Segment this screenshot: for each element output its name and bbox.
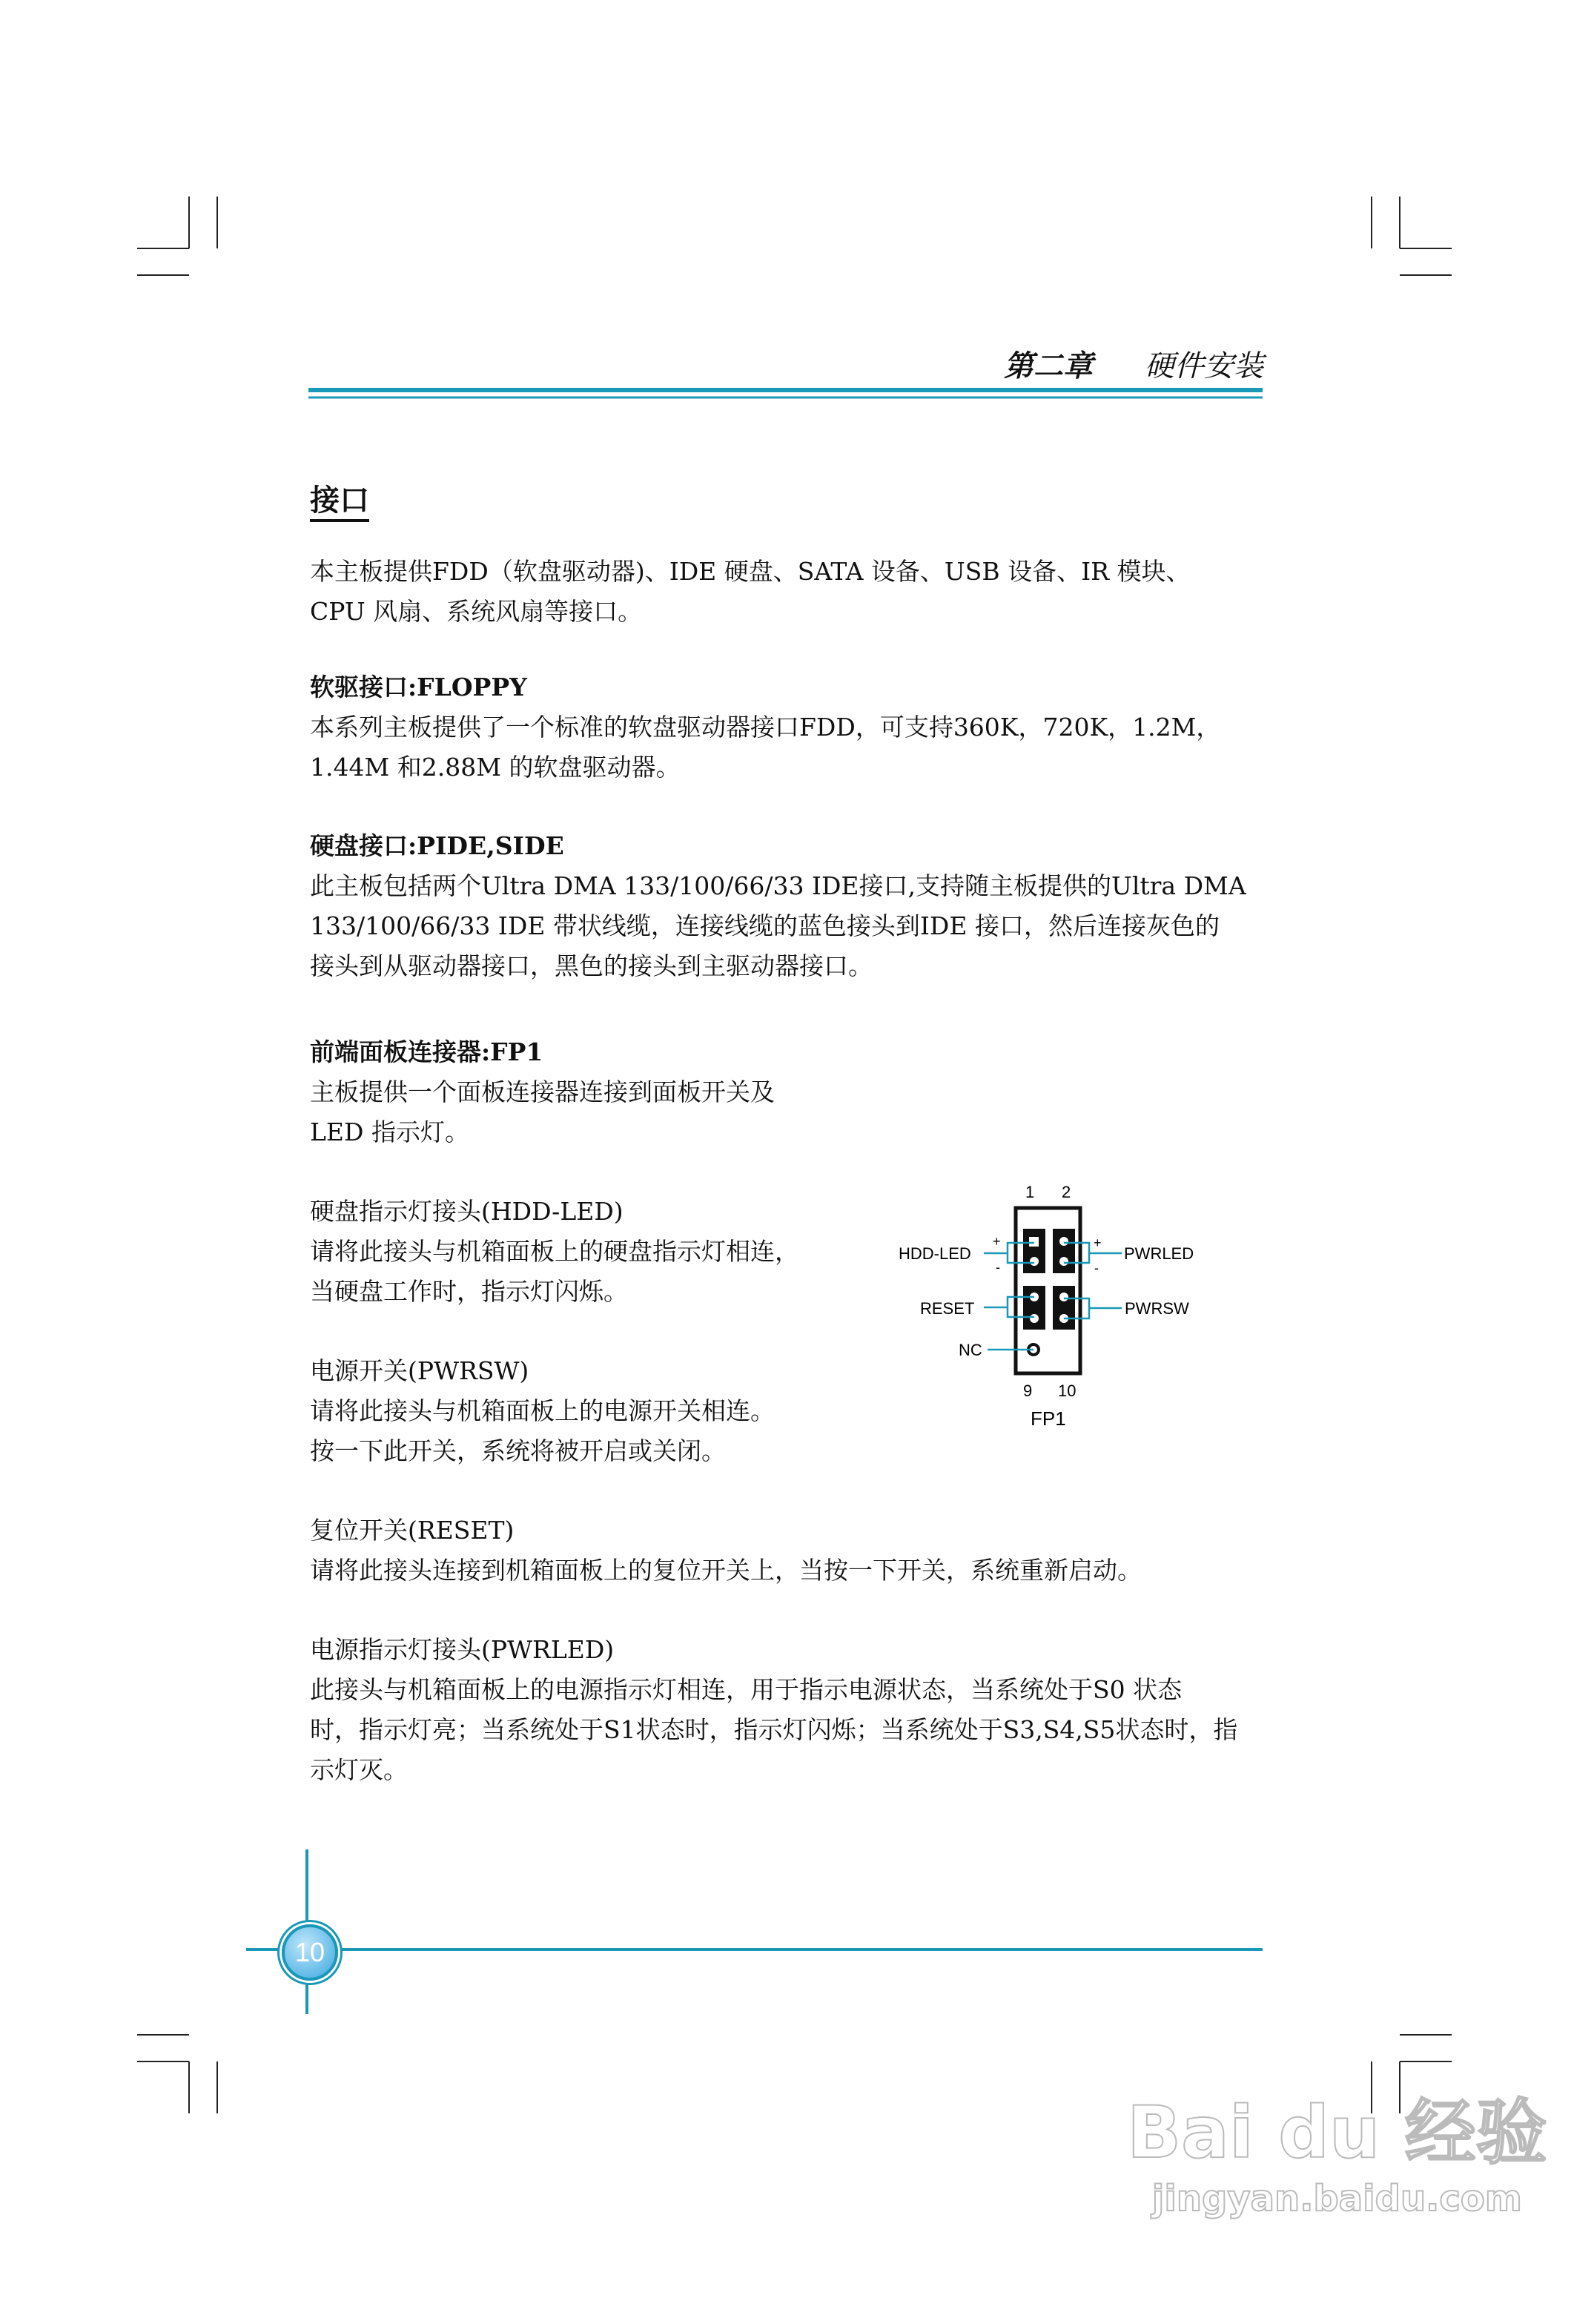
- text-line: 接头到从驱动器接口，黑色的接头到主驱动器接口。: [310, 951, 873, 980]
- plus-sign: +: [1094, 1235, 1102, 1250]
- text-line: 1.44M 和2.88M 的软盘驱动器。: [310, 753, 681, 782]
- pin-label-1: 1: [1025, 1183, 1035, 1201]
- pin-block: [1023, 1229, 1045, 1273]
- text-line: CPU 风扇、系统风扇等接口。: [310, 597, 643, 626]
- label-nc: NC: [959, 1341, 982, 1359]
- minus-sign: -: [1094, 1261, 1099, 1275]
- watermark-url: jingyan.baidu.com: [1151, 2178, 1522, 2219]
- fp1-pin-diagram: [875, 1164, 1231, 1439]
- pin-label-10: 10: [1058, 1381, 1077, 1400]
- label-reset: RESET: [920, 1299, 975, 1318]
- reset-section: [310, 1511, 1274, 1591]
- intro-paragraph: [310, 552, 1274, 632]
- pin-block: [1023, 1286, 1045, 1330]
- text-line: 示灯灭。: [310, 1755, 408, 1784]
- plus-sign: +: [993, 1234, 1001, 1249]
- section-title: 接口: [310, 482, 369, 522]
- chapter-title: 硬件安装: [1145, 349, 1263, 383]
- pin-square: [1029, 1237, 1039, 1247]
- label-hdd-led: HDD-LED: [899, 1244, 971, 1263]
- pin-label-2: 2: [1062, 1183, 1071, 1201]
- page-number: 10: [282, 1924, 338, 1981]
- diagram-caption: FP1: [1031, 1407, 1066, 1430]
- text-line: 本主板提供FDD（软盘驱动器)、IDE 硬盘、SATA 设备、USB 设备、IR 模块、: [310, 557, 1191, 586]
- text-line: 请将此接头连接到机箱面板上的复位开关上，当按一下开关，系统重新启动。: [310, 1556, 1142, 1585]
- subsection-title: 电源指示灯接头(PWRLED): [310, 1635, 615, 1664]
- subsection-title: 电源开关(PWRSW): [310, 1356, 529, 1385]
- baidu-watermark: [1127, 2076, 1547, 2219]
- text-line: 时，指示灯亮；当系统处于S1状态时，指示灯闪烁；当系统处于S3,S4,S5状态时，指: [310, 1715, 1238, 1744]
- text-line: 133/100/66/33 IDE 带状线缆，连接线缆的蓝色接头到IDE 接口，然后连接灰色的: [310, 911, 1220, 940]
- text-line: 请将此接头与机箱面板上的硬盘指示灯相连，: [310, 1237, 799, 1266]
- text-line: 请将此接头与机箱面板上的电源开关相连。: [310, 1396, 775, 1425]
- floppy-section: [310, 667, 1274, 788]
- subsection-title: 前端面板连接器:FP1: [310, 1037, 543, 1066]
- text-line: 此主板包括两个Ultra DMA 133/100/66/33 IDE接口,支持随主板提供的Ultra DMA: [310, 871, 1246, 900]
- text-line: 按一下此开关，系统将被开启或关闭。: [310, 1436, 726, 1465]
- minus-sign: -: [996, 1260, 1000, 1275]
- text-line: 当硬盘工作时，指示灯闪烁。: [310, 1277, 628, 1306]
- text-line: 本系列主板提供了一个标准的软盘驱动器接口FDD，可支持360K，720K，1.2M，: [310, 713, 1221, 742]
- label-pwrsw: PWRSW: [1125, 1299, 1189, 1318]
- fp1-section: [310, 1032, 1274, 1152]
- text-line: 此接头与机箱面板上的电源指示灯相连，用于指示电源状态，当系统处于S0 状态: [310, 1675, 1183, 1704]
- chapter-header: [1004, 343, 1263, 385]
- text-line: 主板提供一个面板连接器连接到面板开关及: [310, 1077, 775, 1106]
- watermark-logo: Bai du 经验: [1127, 2091, 1547, 2174]
- text-line: LED 指示灯。: [310, 1118, 469, 1146]
- subsection-title: 软驱接口:FLOPPY: [310, 673, 527, 702]
- pin-block: [1053, 1229, 1075, 1273]
- pin-block: [1053, 1286, 1075, 1330]
- subsection-title: 硬盘指示灯接头(HDD-LED): [310, 1197, 624, 1226]
- subsection-title: 复位开关(RESET): [310, 1516, 515, 1545]
- subsection-title: 硬盘接口:PIDE,SIDE: [310, 831, 564, 860]
- label-pwrled: PWRLED: [1124, 1244, 1194, 1263]
- pwrled-section: [310, 1630, 1274, 1790]
- hdd-section: [310, 826, 1274, 986]
- chapter-number: 第二章: [1004, 349, 1093, 383]
- pin-label-9: 9: [1023, 1381, 1033, 1400]
